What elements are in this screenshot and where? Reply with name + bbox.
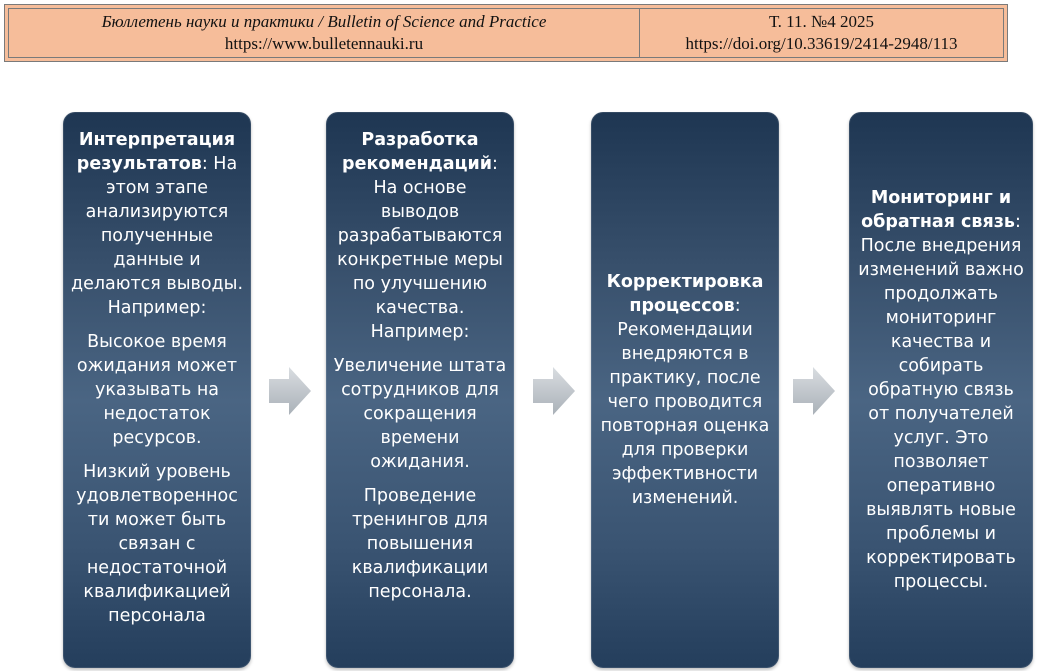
- stage-example: Проведение тренингов для повышения квалификации персонала.: [351, 486, 489, 602]
- journal-site: https://www.bulletennauki.ru: [224, 34, 424, 53]
- stage-example: Низкий уровень удовлетвореннос ти может быть связан с недостаточной квалификацией персонала: [76, 462, 238, 626]
- stage-title: Корректировка процессов: [606, 272, 764, 316]
- header-table: [8, 8, 1004, 58]
- stage-title: Разработка рекомендаций: [342, 130, 493, 174]
- stage-intro: : На основе выводов разрабатываются конкретные меры по улучшению качества. Например:: [337, 154, 503, 342]
- stage-description: [597, 270, 773, 510]
- journal-title: Бюллетень науки и практики / Bulletin of Science and Practice: [101, 12, 547, 31]
- issue-number: Т. 11. №4 2025: [768, 12, 875, 31]
- stage-box-recommendations: [326, 112, 514, 668]
- stage-box-correction: [591, 112, 779, 668]
- stage-title: Мониторинг и обратная связь: [861, 188, 1015, 232]
- page-header: [4, 4, 1008, 62]
- arrow-right-icon: [533, 367, 575, 415]
- stage-intro: : После внедрения изменений важно продолжать мониторинг качества и собирать обратную связь от получателей услуг. Это позволяет оперативно выявлять новые проблемы и корректировать процессы.: [858, 212, 1024, 592]
- stage-example: Увеличение штата сотрудников для сокращения времени ожидания.: [333, 356, 507, 472]
- header-left-cell: [9, 9, 640, 57]
- stage-example: Высокое время ожидания может указывать на недостаток ресурсов.: [76, 332, 238, 448]
- stage-box-interpretation: [63, 112, 251, 668]
- header-right-cell: [640, 9, 1003, 57]
- doi-link: https://doi.org/10.33619/2414-2948/113: [685, 34, 958, 53]
- arrow-right-icon: [793, 367, 835, 415]
- arrow-right-icon: [269, 367, 311, 415]
- stage-intro: : Рекомендации внедряются в практику, после чего проводится повторная оценка для проверки эффективности изменений.: [600, 296, 770, 508]
- stage-description: [69, 128, 245, 320]
- stage-title: Интерпретация результатов: [76, 130, 236, 174]
- stage-description: [855, 186, 1027, 594]
- stage-description: [332, 128, 508, 344]
- stage-box-monitoring: [849, 112, 1033, 668]
- stage-intro: : На этом этапе анализируются полученные данные и делаются выводы. Например:: [70, 154, 244, 318]
